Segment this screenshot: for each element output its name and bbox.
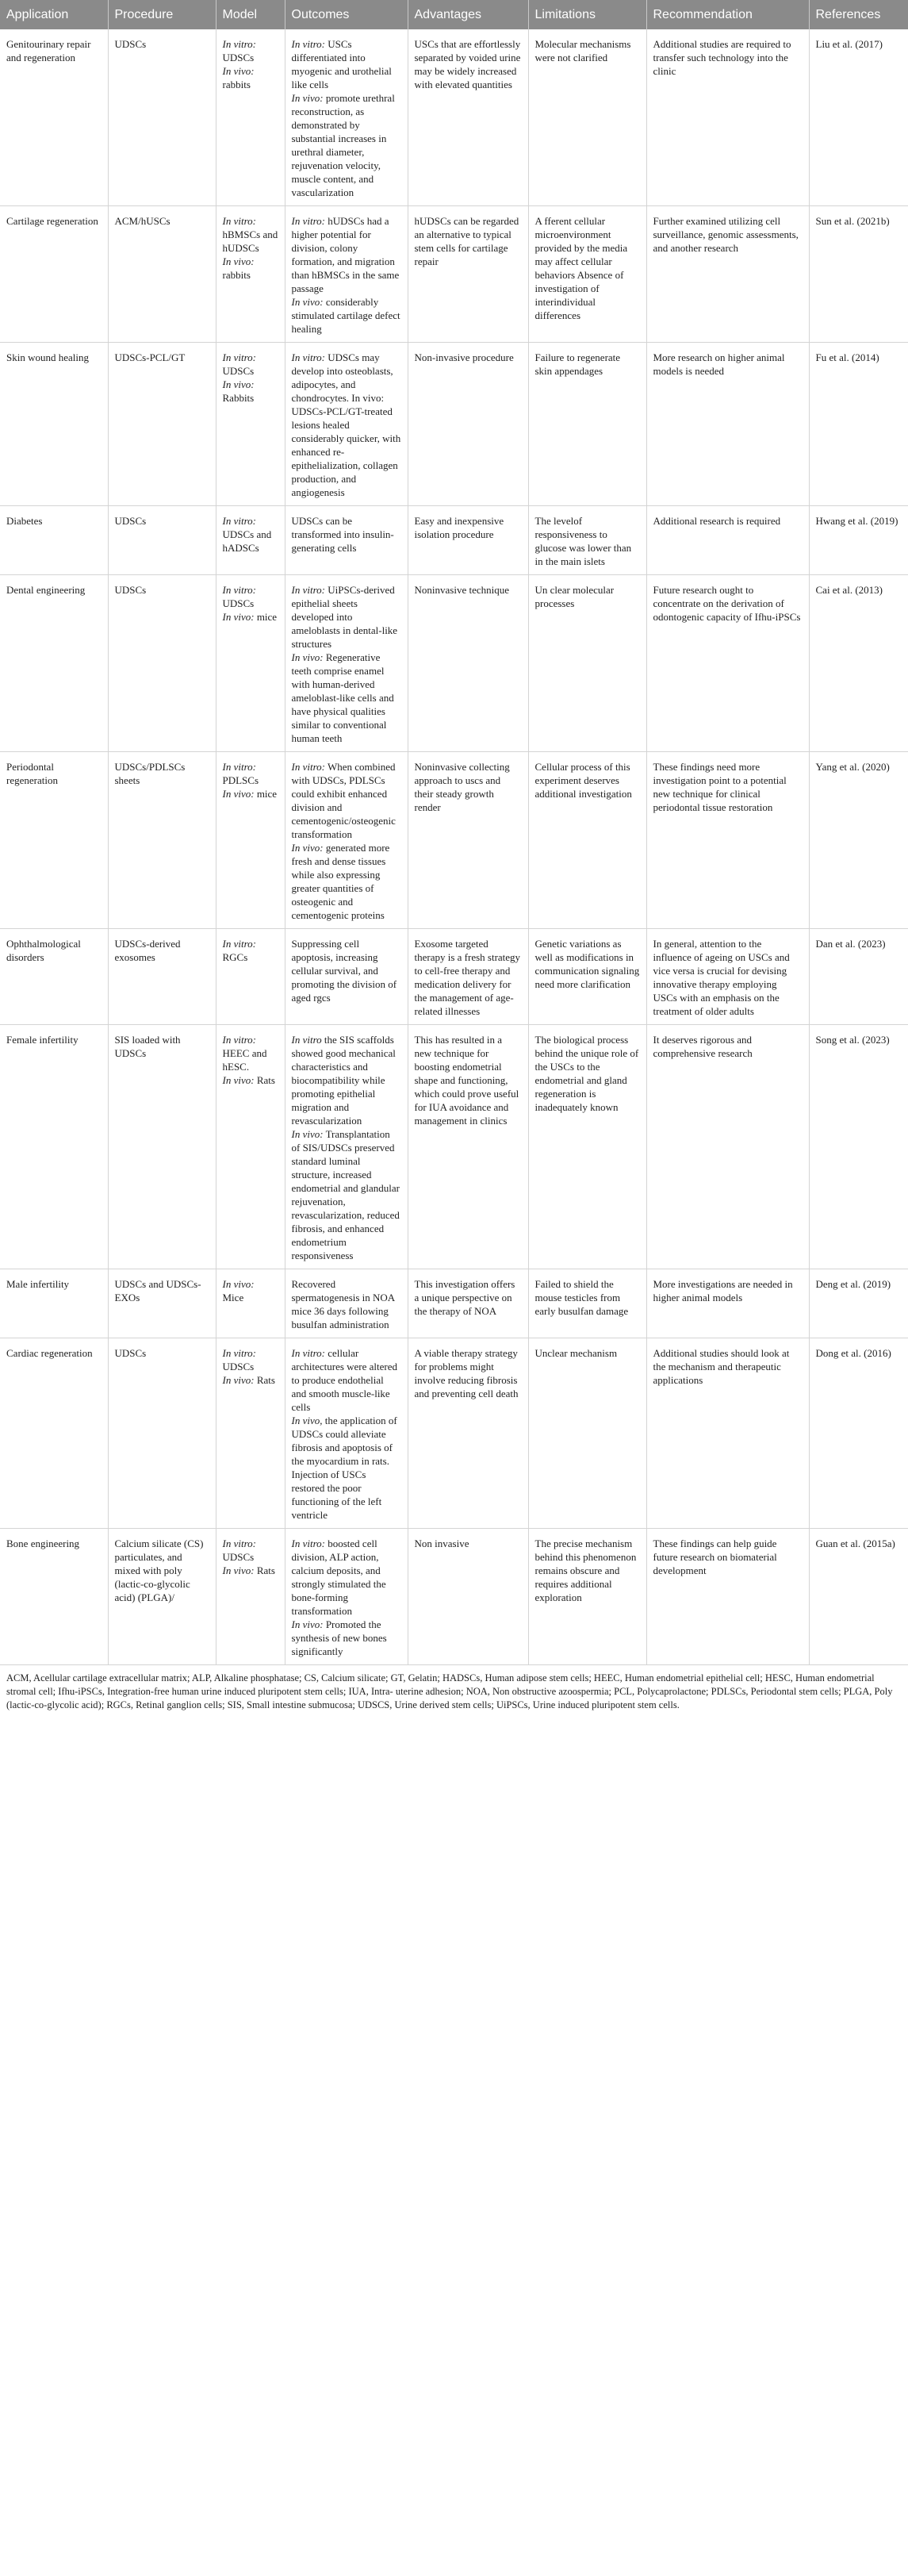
model-line	[223, 1033, 278, 1073]
cell-model	[216, 752, 285, 929]
cell-procedure: UDSCs	[108, 1338, 216, 1529]
cell-references: Cai et al. (2013)	[809, 575, 908, 752]
outcome-line-text: USCs differentiated into myogenic and urothelial like cells	[291, 38, 392, 90]
cell-recommendation: It deserves rigorous and comprehensive research	[646, 1025, 809, 1269]
cell-model	[216, 1338, 285, 1529]
outcome-line-text: Promoted the synthesis of new bones significantly	[291, 1618, 387, 1657]
cell-outcomes	[285, 1529, 408, 1665]
outcome-line-label: In vitro:	[291, 38, 325, 50]
cell-recommendation: These findings need more investigation point to a potential new technique for clinical periodontal tissue restoration	[646, 752, 809, 929]
cell-procedure: UDSCs	[108, 29, 216, 206]
cell-model	[216, 575, 285, 752]
model-line	[223, 37, 278, 64]
model-line	[223, 760, 278, 787]
model-line	[223, 64, 278, 91]
cell-outcomes	[285, 206, 408, 343]
model-line-label: In vitro:	[222, 1347, 256, 1359]
model-line	[223, 610, 278, 624]
outcome-line-text: UiPSCs-derived epithelial sheets developed into ameloblasts in dental-like structures	[291, 584, 398, 650]
outcome-line-text: Regenerative teeth comprise enamel with human-derived ameloblast-like cells and have physical qualities similar to conventional human teeth	[291, 651, 394, 744]
outcome-line-label: In vitro:	[291, 351, 325, 363]
model-line	[223, 1373, 278, 1387]
model-line	[223, 214, 278, 255]
cell-application: Cardiac regeneration	[0, 1338, 108, 1529]
model-line-label: In vivo:	[222, 378, 255, 390]
outcome-line	[292, 214, 401, 295]
cell-limitations: Unclear mechanism	[528, 1338, 646, 1529]
cell-advantages: Noninvasive technique	[408, 575, 528, 752]
outcome-line	[292, 841, 401, 922]
cell-advantages: A viable therapy strategy for problems might involve reducing fibrosis and preventing cell death	[408, 1338, 528, 1529]
model-line-label: In vitro:	[222, 1538, 256, 1549]
cell-model	[216, 206, 285, 343]
table-row	[0, 206, 908, 343]
model-line-text: mice	[256, 611, 278, 623]
cell-limitations: The levelof responsiveness to glucose was lower than in the main islets	[528, 506, 646, 575]
cell-application: Skin wound healing	[0, 343, 108, 506]
model-line-label: In vivo:	[222, 611, 255, 623]
cell-model	[216, 343, 285, 506]
cell-procedure: SIS loaded with UDSCs	[108, 1025, 216, 1269]
model-line-text: PDLSCs	[222, 774, 259, 786]
table-row	[0, 29, 908, 206]
outcome-line	[292, 1277, 401, 1331]
outcome-line-text: the SIS scaffolds showed good mechanical characteristics and biocompatibility while promoting epithelial migration and revascularization	[291, 1034, 396, 1127]
model-line-text: Rats	[256, 1374, 275, 1386]
model-line-text: hBMSCs and hUDSCs	[222, 228, 278, 254]
cell-procedure: Calcium silicate (CS) particulates, and mixed with poly (lactic-co-glycolic acid) (PLGA)/	[108, 1529, 216, 1665]
cell-recommendation: Additional research is required	[646, 506, 809, 575]
model-line	[223, 351, 278, 378]
model-line-label: In vivo:	[222, 1374, 255, 1386]
cell-recommendation: In general, attention to the influence of ageing on USCs and vice versa is crucial for devising innovative therapy employing USCs with an emphasis on the treatment of older adults	[646, 929, 809, 1025]
cell-advantages: hUDSCs can be regarded an alternative to typical stem cells for cartilage repair	[408, 206, 528, 343]
model-line	[223, 378, 278, 405]
cell-application: Bone engineering	[0, 1529, 108, 1665]
cell-outcomes	[285, 506, 408, 575]
outcome-line-text: UDSCs can be transformed into insulin-generating cells	[291, 515, 394, 554]
model-line	[223, 1537, 278, 1564]
cell-model	[216, 1269, 285, 1338]
cell-model	[216, 506, 285, 575]
cell-outcomes	[285, 929, 408, 1025]
cell-limitations: Failed to shield the mouse testicles from early busulfan damage	[528, 1269, 646, 1338]
outcome-line	[292, 1618, 401, 1658]
cell-recommendation: More investigations are needed in higher animal models	[646, 1269, 809, 1338]
model-line	[223, 514, 278, 555]
outcome-line-label: In vivo:	[291, 842, 324, 854]
header-application: Application	[0, 0, 108, 29]
model-line-text: rabbits	[222, 269, 251, 281]
model-line	[223, 1346, 278, 1373]
table-row	[0, 929, 908, 1025]
cell-application: Cartilage regeneration	[0, 206, 108, 343]
outcome-line-label: In vitro	[291, 1034, 322, 1046]
outcome-line-label: In vivo:	[291, 1618, 324, 1630]
outcome-line	[292, 91, 401, 199]
table-header-row	[0, 0, 908, 29]
cell-outcomes	[285, 575, 408, 752]
cell-model	[216, 29, 285, 206]
cell-recommendation: Additional studies should look at the mechanism and therapeutic applications	[646, 1338, 809, 1529]
model-line-text: HEEC and hESC.	[222, 1047, 267, 1073]
outcome-line-label: In vivo:	[291, 296, 324, 308]
cell-procedure: UDSCs/PDLSCs sheets	[108, 752, 216, 929]
outcome-line	[292, 937, 401, 1004]
cell-application: Diabetes	[0, 506, 108, 575]
cell-references: Dong et al. (2016)	[809, 1338, 908, 1529]
model-line-label: In vitro:	[222, 38, 256, 50]
cell-application: Male infertility	[0, 1269, 108, 1338]
cell-procedure: UDSCs-PCL/GT	[108, 343, 216, 506]
table-body	[0, 29, 908, 1665]
header-references: References	[809, 0, 908, 29]
cell-limitations: The biological process behind the unique role of the USCs to the endometrial and gland regeneration is inadequately known	[528, 1025, 646, 1269]
model-line	[223, 1073, 278, 1087]
model-line-label: In vitro:	[222, 938, 256, 950]
outcome-line	[292, 583, 401, 651]
model-line-text: rabbits	[222, 79, 251, 90]
cell-application: Periodontal regeneration	[0, 752, 108, 929]
model-line-label: In vivo:	[222, 65, 255, 77]
cell-limitations: A fferent cellular microenvironment provided by the media may affect cellular behaviors Absence of investigation of interindividual differences	[528, 206, 646, 343]
outcome-line-text: Recovered spermatogenesis in NOA mice 36 days following busulfan administration	[291, 1278, 395, 1330]
cell-limitations: The precise mechanism behind this phenomenon remains obscure and requires additional exploration	[528, 1529, 646, 1665]
outcome-line-text: considerably stimulated cartilage defect healing	[291, 296, 400, 335]
outcome-line-label: In vitro:	[291, 761, 325, 773]
outcome-line-label: In vivo,	[291, 1415, 323, 1426]
header-advantages: Advantages	[408, 0, 528, 29]
model-line	[223, 787, 278, 800]
model-line	[223, 255, 278, 282]
outcome-line-label: In vitro:	[291, 1538, 325, 1549]
outcome-line-label: In vitro:	[291, 584, 325, 596]
model-line-label: In vivo:	[222, 1074, 255, 1086]
outcome-line-text: Suppressing cell apoptosis, increasing cellular survival, and promoting the division of aged rgcs	[291, 938, 397, 1004]
outcome-line	[292, 1346, 401, 1414]
cell-references: Hwang et al. (2019)	[809, 506, 908, 575]
cell-limitations: Cellular process of this experiment deserves additional investigation	[528, 752, 646, 929]
cell-advantages: Non invasive	[408, 1529, 528, 1665]
outcome-line	[292, 760, 401, 841]
outcome-line	[292, 1127, 401, 1262]
cell-procedure: UDSCs	[108, 575, 216, 752]
cell-outcomes	[285, 1025, 408, 1269]
model-line-text: Rats	[256, 1564, 275, 1576]
cell-recommendation: Future research ought to concentrate on the derivation of odontogenic capacity of Ifhu-iPSCs	[646, 575, 809, 752]
model-line-text: Mice	[222, 1292, 244, 1303]
model-line-label: In vitro:	[222, 215, 256, 227]
model-line-text: mice	[256, 788, 278, 800]
model-line-label: In vitro:	[222, 351, 256, 363]
cell-limitations: Molecular mechanisms were not clarified	[528, 29, 646, 206]
outcome-line-label: In vivo:	[291, 92, 324, 104]
cell-application: Female infertility	[0, 1025, 108, 1269]
model-line-label: In vivo:	[222, 1278, 255, 1290]
table-row	[0, 343, 908, 506]
model-line-text: RGCs	[222, 951, 248, 963]
model-line-text: Rats	[256, 1074, 275, 1086]
table-row	[0, 1025, 908, 1269]
cell-recommendation: Further examined utilizing cell surveillance, genomic assessments, and another research	[646, 206, 809, 343]
cell-outcomes	[285, 752, 408, 929]
model-line	[223, 937, 278, 964]
model-line	[223, 1277, 278, 1304]
header-outcomes: Outcomes	[285, 0, 408, 29]
cell-references: Yang et al. (2020)	[809, 752, 908, 929]
table-row	[0, 752, 908, 929]
model-line-text: UDSCs	[222, 52, 255, 63]
cell-references: Song et al. (2023)	[809, 1025, 908, 1269]
model-line-text: UDSCs	[222, 365, 255, 377]
outcome-line-label: In vitro:	[291, 1347, 325, 1359]
outcome-line-text: generated more fresh and dense tissues while also expressing greater quantities of osteogenic and cementogenic proteins	[291, 842, 390, 921]
model-line	[223, 583, 278, 610]
model-line-label: In vivo:	[222, 255, 255, 267]
cell-application: Ophthalmological disorders	[0, 929, 108, 1025]
header-limitations: Limitations	[528, 0, 646, 29]
cell-recommendation: These findings can help guide future research on biomaterial development	[646, 1529, 809, 1665]
outcome-line	[292, 651, 401, 745]
cell-advantages: Exosome targeted therapy is a fresh strategy to cell-free therapy and medication delivery for the management of age-related illnesses	[408, 929, 528, 1025]
header-model: Model	[216, 0, 285, 29]
model-line-label: In vitro:	[222, 1034, 256, 1046]
outcome-line-text: hUDSCs had a higher potential for division, colony formation, and migration than hBMSCs in the same passage	[291, 215, 400, 294]
model-line-text: Rabbits	[222, 392, 255, 404]
model-line-text: UDSCs	[222, 1361, 255, 1372]
header-procedure: Procedure	[108, 0, 216, 29]
table-row	[0, 506, 908, 575]
cell-outcomes	[285, 1269, 408, 1338]
cell-references: Fu et al. (2014)	[809, 343, 908, 506]
cell-limitations: Failure to regenerate skin appendages	[528, 343, 646, 506]
outcome-line	[292, 1414, 401, 1522]
cell-model	[216, 1529, 285, 1665]
model-line	[223, 1564, 278, 1577]
cell-references: Dan et al. (2023)	[809, 929, 908, 1025]
cell-outcomes	[285, 29, 408, 206]
cell-advantages: USCs that are effortlessly separated by voided urine may be widely increased with elevated quantities	[408, 29, 528, 206]
outcome-line	[292, 351, 401, 499]
outcome-line-text: UDSCs may develop into osteoblasts, adipocytes, and chondrocytes. In vivo: UDSCs-PCL/GT-treated lesions healed considerably quicker, with enhanced re-epithelialization, collagen production, and angiogenesis	[291, 351, 401, 498]
table-row	[0, 1529, 908, 1665]
model-line-text: UDSCs	[222, 1551, 255, 1563]
cell-model	[216, 929, 285, 1025]
outcome-line	[292, 1033, 401, 1127]
outcome-line-text: promote urethral reconstruction, as demonstrated by substantial increases in urethral diameter, rejuvenation velocity, muscle content, and vascularization	[291, 92, 395, 198]
model-line-label: In vitro:	[222, 584, 256, 596]
outcome-line	[292, 514, 401, 555]
cell-references: Deng et al. (2019)	[809, 1269, 908, 1338]
cell-references: Liu et al. (2017)	[809, 29, 908, 206]
cell-procedure: UDSCs and UDSCs-EXOs	[108, 1269, 216, 1338]
cell-limitations: Genetic variations as well as modifications in communication signaling need more clarification	[528, 929, 646, 1025]
outcome-line-label: In vivo:	[291, 1128, 324, 1140]
cell-procedure: UDSCs-derived exosomes	[108, 929, 216, 1025]
outcome-line	[292, 37, 401, 91]
cell-recommendation: Additional studies are required to transfer such technology into the clinic	[646, 29, 809, 206]
outcome-line-text: When combined with UDSCs, PDLSCs could exhibit enhanced division and cementogenic/osteogenic transformation	[291, 761, 396, 840]
outcome-line	[292, 295, 401, 336]
outcome-line-text: cellular architectures were altered to produce endothelial and smooth muscle-like cells	[291, 1347, 398, 1413]
cell-recommendation: More research on higher animal models is needed	[646, 343, 809, 506]
cell-advantages: Non-invasive procedure	[408, 343, 528, 506]
outcome-line-text: the application of UDSCs could alleviate fibrosis and apoptosis of the myocardium in rats. Injection of USCs restored the poor functioning of the left ventricle	[291, 1415, 397, 1521]
cell-procedure: ACM/hUSCs	[108, 206, 216, 343]
cell-references: Guan et al. (2015a)	[809, 1529, 908, 1665]
header-recommendation: Recommendation	[646, 0, 809, 29]
cell-outcomes	[285, 343, 408, 506]
cell-advantages: Easy and inexpensive isolation procedure	[408, 506, 528, 575]
table-footnote: ACM, Acellular cartilage extracellular matrix; ALP, Alkaline phosphatase; CS, Calcium silicate; GT, Gelatin; HADSCs, Human adipose stem cells; HEEC, Human endometrial epithelial cell; HESC, Human endometrial stromal cell; Ifhu-iPSCs, Integration-free human urine induced pluripotent stem cells; IUA, Intra- uterine adhesion; NOA, Non obstructive azoospermia; PCL, Polycaprolactone; PDLSCs, Periodontal stem cells; PLGA, Poly (lactic-co-glycolic acid); RGCs, Retinal ganglion cells; SIS, Small intestine submucosa; UDSCS, Urine derived stem cells; UiPSCs, Urine induced pluripotent stem cells.	[6, 1672, 893, 1710]
outcome-line-text: Transplantation of SIS/UDSCs preserved standard luminal structure, increased endometrial and glandular rejuvenation, revascularization, reduced fibrosis, and enhanced endometrium responsiveness	[291, 1128, 400, 1261]
cell-procedure: UDSCs	[108, 506, 216, 575]
model-line-label: In vitro:	[222, 515, 256, 527]
cell-limitations: Un clear molecular processes	[528, 575, 646, 752]
cell-application: Genitourinary repair and regeneration	[0, 29, 108, 206]
model-line-label: In vivo:	[222, 1564, 255, 1576]
cell-model	[216, 1025, 285, 1269]
cell-advantages: This investigation offers a unique perspective on the therapy of NOA	[408, 1269, 528, 1338]
cell-advantages: This has resulted in a new technique for boosting endometrial shape and functioning, which could prove useful for IUA avoidance and management in clinics	[408, 1025, 528, 1269]
outcome-line-text: boosted cell division, ALP action, calcium deposits, and strongly stimulated the bone-forming transformation	[291, 1538, 386, 1617]
cell-outcomes	[285, 1338, 408, 1529]
cell-application: Dental engineering	[0, 575, 108, 752]
outcome-line-label: In vitro:	[291, 215, 325, 227]
cell-references: Sun et al. (2021b)	[809, 206, 908, 343]
model-line-text: UDSCs	[222, 597, 255, 609]
outcome-line-label: In vivo:	[291, 651, 324, 663]
model-line-text: UDSCs and hADSCs	[222, 528, 272, 554]
outcome-line	[292, 1537, 401, 1618]
table-row	[0, 575, 908, 752]
table-row	[0, 1269, 908, 1338]
table-row	[0, 1338, 908, 1529]
model-line-label: In vivo:	[222, 788, 255, 800]
model-line-label: In vitro:	[222, 761, 256, 773]
cell-advantages: Noninvasive collecting approach to uscs and their steady growth render	[408, 752, 528, 929]
